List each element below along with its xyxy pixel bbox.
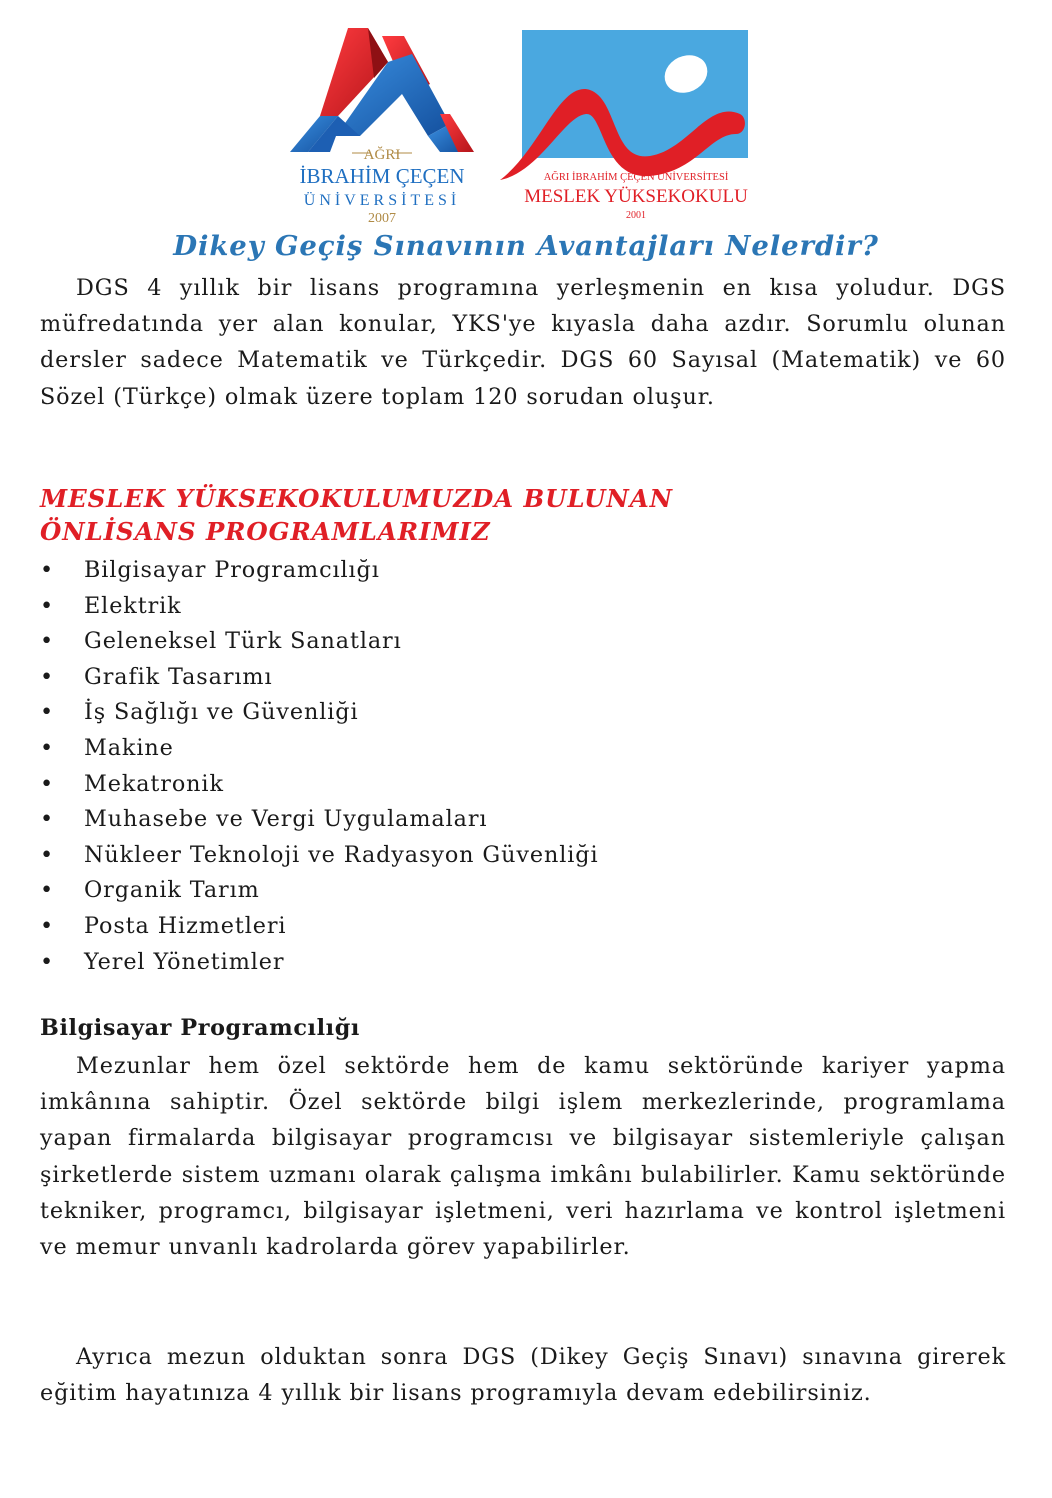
program-name: Nükleer Teknoloji ve Radyasyon Güvenliği	[84, 841, 599, 868]
list-item	[40, 589, 599, 625]
program-name: Posta Hizmetleri	[84, 912, 287, 939]
list-item	[40, 731, 599, 767]
section-heading: Bilgisayar Programcılığı	[40, 1015, 360, 1041]
university-logo	[290, 28, 475, 228]
university-logo-line1: AĞRI	[363, 147, 401, 163]
program-name: Elektrik	[84, 592, 182, 619]
bullet: •	[40, 770, 55, 797]
list-item	[40, 624, 599, 660]
program-name: Bilgisayar Programcılığı	[84, 557, 380, 583]
section-paragraph-1: Mezunlar hem özel sektörde hem de kamu sektöründe kariyer yapma imkânına sahiptir. Özel sektörde bilgi işlem merkezlerinde, programlama yapan firmalarda bilgisayar programcısı ve bilgisayar sistemleriyle çalışan şirketlerde sistem uzmanı olarak çalışma imkânı bulabilirler. Kamu sektöründe tekniker, programcı, bilgisayar işletmeni, veri hazırlama ve kontrol işletmeni ve memur unvanlı kadrolarda görev yapabilirler.	[40, 1053, 1006, 1261]
program-name: Muhasebe ve Vergi Uygulamaları	[84, 806, 488, 833]
bullet: •	[40, 628, 55, 655]
programs-heading-line1: MESLEK YÜKSEKOKULUMUZDA BULUNAN	[40, 484, 673, 513]
list-item	[40, 553, 599, 589]
university-logo-line3: ÜNİVERSİTESİ	[303, 192, 461, 209]
bullet: •	[40, 734, 55, 761]
program-name: Organik Tarım	[84, 877, 260, 904]
list-item	[40, 838, 599, 874]
list-item	[40, 695, 599, 731]
list-item	[40, 873, 599, 909]
programs-heading	[40, 482, 673, 548]
list-item	[40, 945, 599, 981]
university-logo-line2: İBRAHİM ÇEÇEN	[299, 164, 465, 188]
intro-paragraph: DGS 4 yıllık bir lisans programına yerleşmenin en kısa yoludur. DGS müfredatında yer alan konular, YKS'ye kıyasla daha azdır. Sorumlu olunan dersler sadece Matematik ve Türkçedir. DGS 60 Sayısal (Matematik) ve 60 Sözel (Türkçe) olmak üzere toplam 120 sorudan oluşur.	[40, 275, 1006, 410]
program-name: Makine	[84, 734, 174, 761]
bullet: •	[40, 592, 55, 619]
programs-heading-line2: ÖNLİSANS PROGRAMLARIMIZ	[40, 517, 491, 546]
list-item	[40, 909, 599, 945]
programs-list	[40, 553, 599, 980]
bullet: •	[40, 557, 55, 583]
school-logo-line1: AĞRI İBRAHİM ÇEÇEN ÜNİVERSİTESİ	[543, 172, 729, 183]
bullet: •	[40, 806, 55, 833]
program-name: Mekatronik	[84, 770, 224, 797]
bullet: •	[40, 912, 55, 939]
bullet: •	[40, 877, 55, 904]
university-logo-year: 2007	[368, 211, 396, 226]
school-logo-year: 2001	[626, 210, 646, 221]
page-title: Dikey Geçiş Sınavının Avantajları Nelerdir?	[173, 230, 879, 262]
bullet: •	[40, 841, 55, 868]
bullet: •	[40, 699, 55, 726]
program-name: Grafik Tasarımı	[84, 663, 273, 690]
bullet: •	[40, 948, 55, 975]
header-logos	[0, 28, 1052, 228]
program-name: Geleneksel Türk Sanatları	[84, 628, 402, 655]
list-item	[40, 802, 599, 838]
list-item	[40, 660, 599, 696]
program-name: İş Sağlığı ve Güvenliği	[84, 699, 359, 726]
bullet: •	[40, 663, 55, 690]
program-name: Yerel Yönetimler	[84, 948, 285, 975]
school-logo-line2: MESLEK YÜKSEKOKULU	[524, 186, 748, 207]
section-paragraph-2: Ayrıca mezun olduktan sonra DGS (Dikey Geçiş Sınavı) sınavına girerek eğitim hayatınıza 4 yıllık bir lisans programıyla devam edebilirsiniz.	[40, 1344, 1006, 1407]
school-logo	[500, 30, 748, 226]
list-item	[40, 767, 599, 803]
